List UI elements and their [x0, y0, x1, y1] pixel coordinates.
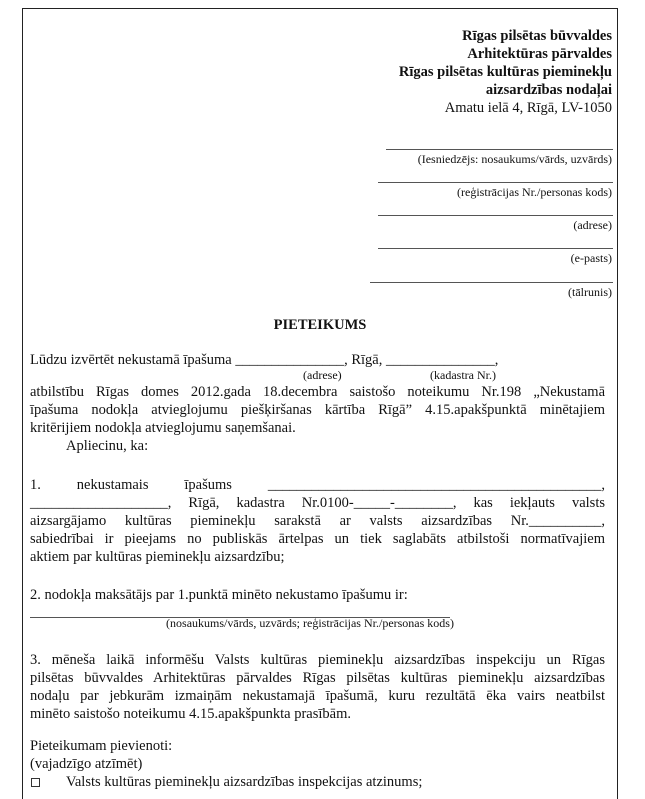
- item2-text: 2. nodokļa maksātājs par 1.punktā minēto nekustamo īpašumu ir:: [30, 587, 408, 603]
- item3-line: 3. mēneša laikā informēšu Valsts kultūras pieminekļu aizsardzības inspekciju un Rīgas: [30, 652, 605, 668]
- recipient-line: Rīgas pilsētas kultūras pieminekļu: [398, 64, 612, 80]
- recipient-line: Rīgas pilsētas būvvaldes: [462, 28, 612, 44]
- item1-line: aktiem par kultūras pieminekļu aizsardzību;: [30, 549, 285, 565]
- item1-line: aizsargājamo kultūras pieminekļu sarakstā ar valsts aizsardzības Nr.__________,: [30, 513, 605, 529]
- intro-line: kritērijiem nodokļa atvieglojumu saņemšanai.: [30, 420, 296, 436]
- field-label: (e-pasts): [570, 251, 612, 265]
- attachments-heading: Pieteikumam pievienoti:: [30, 738, 173, 754]
- recipient-line: aizsardzības nodaļai: [485, 82, 612, 98]
- attachments-note: (vajadzīgo atzīmēt): [30, 756, 143, 772]
- item1-line: sabiedrībai ir pieejams no publiskās ārtelpas un tiek saglabāts atbilstoši normatīvajiem: [30, 531, 605, 547]
- cadastre-label: (kadastra Nr.): [430, 368, 496, 382]
- item1-line: ___________________, Rīgā, kadastra Nr.0100-_____-________, kas iekļauts valsts: [30, 495, 605, 511]
- item1-line: 1. nekustamais īpašums ______________________________________________,: [30, 477, 605, 493]
- taxpayer-label: (nosaukums/vārds, uzvārds; reģistrācijas Nr./personas kods): [166, 616, 454, 630]
- field-label: (adrese): [573, 218, 612, 232]
- field-label: (Iesniedzējs: nosaukums/vārds, uzvārds): [417, 152, 612, 166]
- field-label: (tālrunis): [568, 285, 612, 299]
- certify-text: Apliecinu, ka:: [66, 438, 149, 454]
- item3-line: nodaļu par jebkurām izmaiņām nekustamajā īpašumā, kuru rezultātā ēka vairs neatbilst: [30, 688, 605, 704]
- item3-line: pilsētas būvvaldes Arhitektūras pārvaldes Rīgas pilsētas kultūras pieminekļu aizsardzības: [30, 670, 605, 686]
- intro-line: īpašuma nodokļa atvieglojumu piešķiršanas kārtība Rīgā” 4.15.apakšpunktā minētajiem: [30, 402, 605, 418]
- document-title: PIETEIKUMS: [273, 317, 367, 333]
- field-label: (reģistrācijas Nr./personas kods): [457, 185, 612, 199]
- recipient-line: Arhitektūras pārvaldes: [467, 46, 612, 62]
- intro-line: Lūdzu izvērtēt nekustamā īpašuma _______________, Rīgā, _______________,: [30, 352, 499, 368]
- intro-line: atbilstību Rīgas domes 2012.gada 18.decembra saistošo noteikumu Nr.198 „Nekustamā: [30, 384, 605, 400]
- attachment-label: Valsts kultūras pieminekļu aizsardzības inspekcijas atzinums;: [66, 774, 423, 790]
- attachment-checkbox[interactable]: [31, 778, 40, 787]
- address-label: (adrese): [303, 368, 342, 382]
- recipient-address: Amatu ielā 4, Rīgā, LV-1050: [444, 100, 612, 116]
- item3-line: minēto saistošo noteikumu 4.15.apakšpunkta prasībām.: [30, 706, 351, 722]
